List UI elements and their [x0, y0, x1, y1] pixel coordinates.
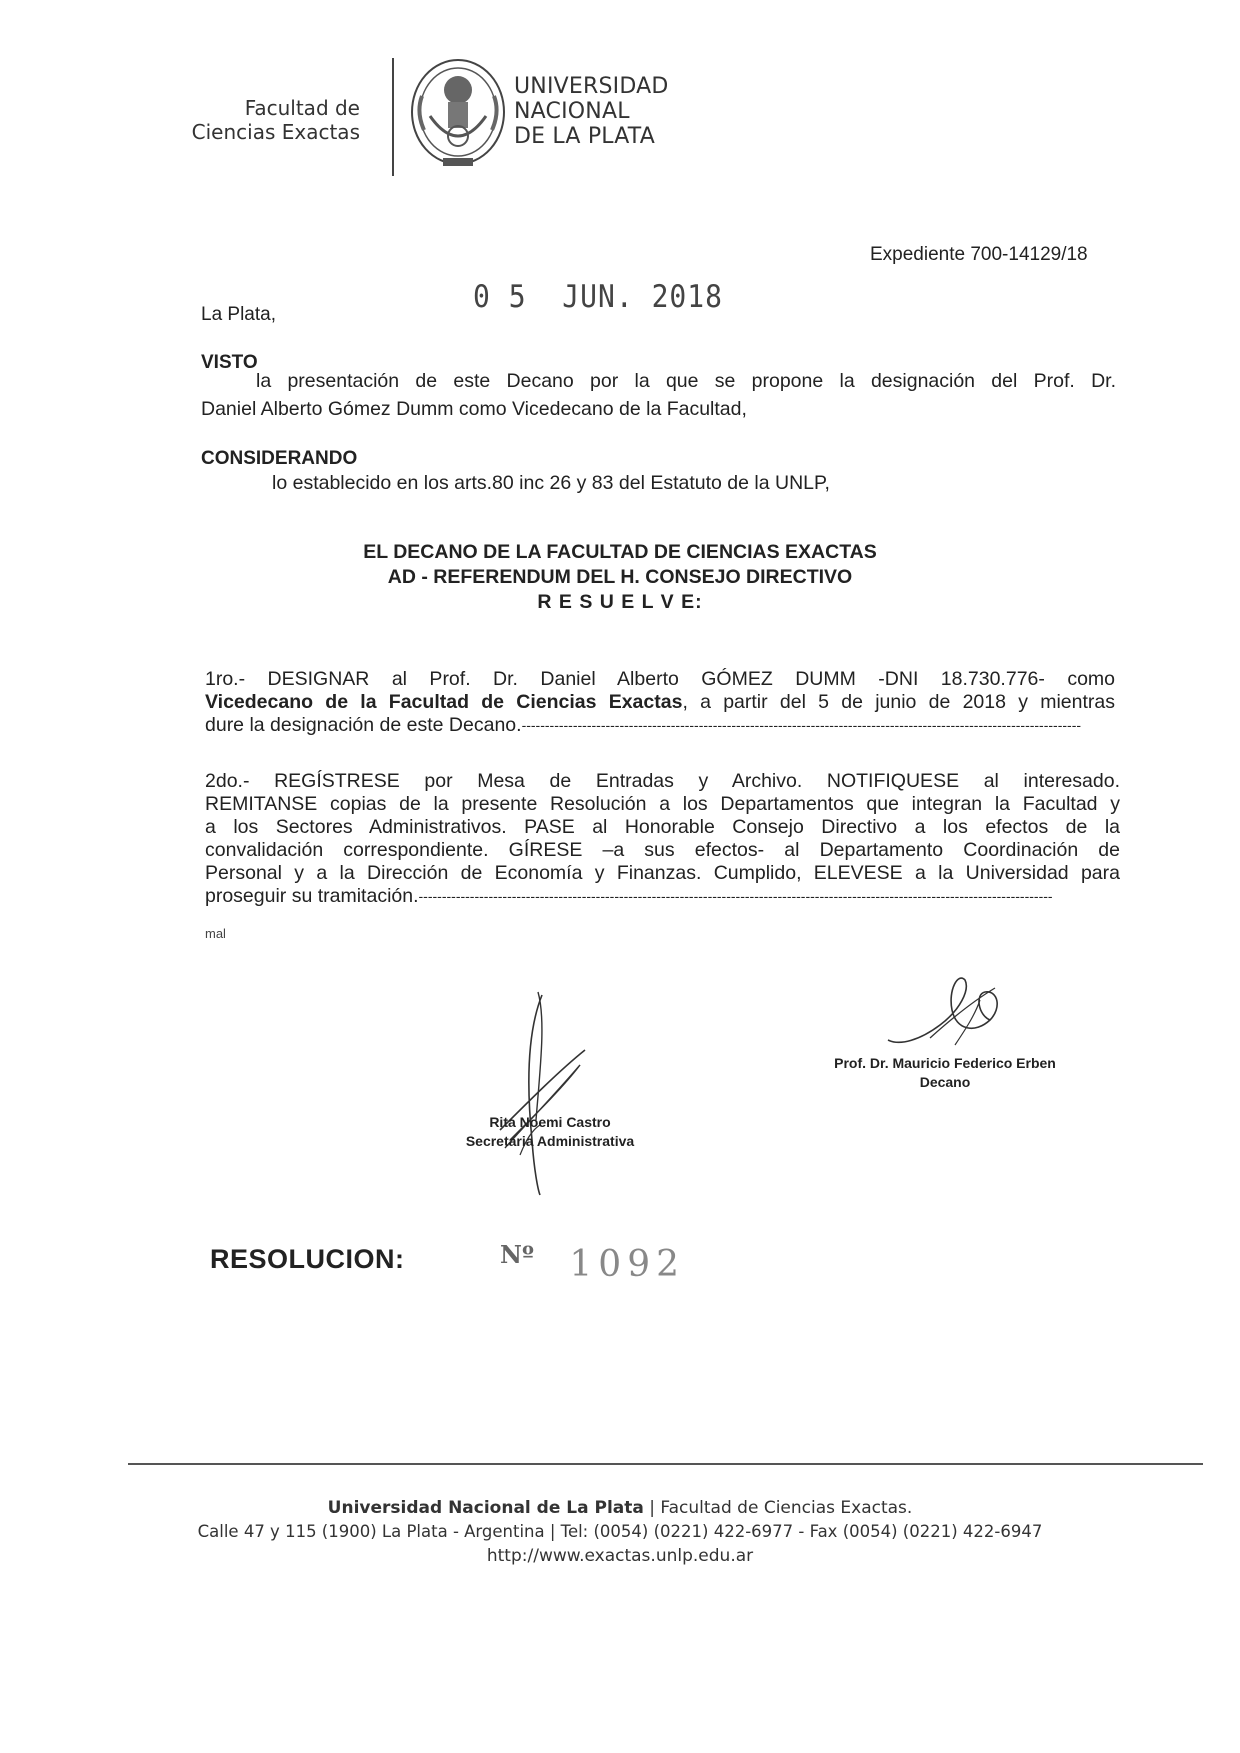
- footer-line-1: [0, 1498, 1240, 1518]
- resolution-header: [0, 540, 1240, 615]
- resolution-header-line-2: AD - REFERENDUM DEL H. CONSEJO DIRECTIVO: [387, 566, 853, 588]
- article-1-line-3: [205, 714, 1110, 737]
- resolution-number-prefix: Nº: [500, 1240, 534, 1269]
- dean-signature: [880, 970, 1030, 1060]
- resolution-number: [500, 1240, 685, 1285]
- typist-initials: mal: [205, 926, 226, 941]
- article-2-line-6: [205, 885, 1115, 908]
- resolution-label: RESOLUCION:: [210, 1244, 405, 1274]
- university-seal-logo: [408, 56, 508, 174]
- article-2-text-1: - REGÍSTRESE por Mesa de Entradas y Archivo. NOTIFIQUESE al interesado.: [242, 770, 1120, 792]
- article-1-label: 1ro.: [205, 668, 239, 690]
- considerando-heading: CONSIDERANDO: [201, 448, 358, 469]
- dean-title: Decano: [919, 1074, 971, 1090]
- article-2-line-6-text: proseguir su tramitación.: [205, 885, 419, 907]
- footer-university: Universidad Nacional de La Plata: [327, 1498, 644, 1518]
- considerando-line-1: lo establecido en los arts.80 inc 26 y 83 del Estatuto de la UNLP,: [272, 472, 830, 494]
- university-line-1: UNIVERSIDAD: [514, 74, 669, 99]
- article-2-dashes: ----------------------------------------------------------------------------------------------------------------------------------------: [418, 888, 1053, 904]
- article-2-line-3: a los Sectores Administrativos. PASE al Honorable Consejo Directivo a los efectos de la: [205, 816, 1120, 838]
- visto-heading: VISTO: [201, 352, 258, 373]
- article-1-text: - DESIGNAR al Prof. Dr. Daniel Alberto GÓMEZ DUMM -DNI 18.730.776- como: [238, 668, 1115, 690]
- resolution-header-line-1: EL DECANO DE LA FACULTAD DE CIENCIAS EXACTAS: [363, 541, 877, 563]
- secretary-signature: [480, 990, 590, 1200]
- header-divider: [392, 58, 394, 176]
- article-1-line-2-rest: , a partir del 5 de junio de 2018 y mientras: [682, 691, 1115, 713]
- university-line-3: DE LA PLATA: [514, 124, 655, 149]
- university-name: [514, 74, 668, 149]
- secretary-name: Rita Noemi Castro: [489, 1114, 611, 1130]
- date-stamp: 0 5 JUN. 2018: [473, 278, 724, 315]
- article-1-dashes: ------------------------------------------------------------------------------------------------------------------------: [521, 717, 1082, 733]
- faculty-line-2: Ciencias Exactas: [191, 120, 360, 144]
- dean-signature-block: [810, 1054, 1080, 1092]
- article-2-line-4: convalidación correspondiente. GÍRESE –a sus efectos- al Departamento Coordinación de: [205, 839, 1120, 861]
- article-2-line-1: [205, 770, 1120, 793]
- faculty-line-1: Facultad de: [244, 96, 360, 120]
- secretary-signature-block: [440, 1113, 660, 1151]
- article-1-line-2: [205, 691, 1115, 714]
- article-1-line-3-text: dure la designación de este Decano.: [205, 714, 522, 736]
- expediente-number: Expediente 700-14129/18: [870, 244, 1088, 265]
- visto-line-1: la presentación de este Decano por la que se propone la designación del Prof. Dr.: [256, 370, 1116, 392]
- dean-name: Prof. Dr. Mauricio Federico Erben: [834, 1055, 1056, 1071]
- footer-line-2: Calle 47 y 115 (1900) La Plata - Argentina | Tel: (0054) (0221) 422-6977 - Fax (0054) (0221) 422-6947: [197, 1522, 1043, 1541]
- footer-website: http://www.exactas.unlp.edu.ar: [486, 1546, 754, 1566]
- article-1-bold-title: Vicedecano de la Facultad de Ciencias Exactas: [205, 691, 683, 713]
- footer-faculty: | Facultad de Ciencias Exactas.: [643, 1498, 913, 1518]
- article-2-line-5: Personal y a la Dirección de Economía y Finanzas. Cumplido, ELEVESE a la Universidad para: [205, 862, 1120, 884]
- article-1-line-1: [205, 668, 1115, 691]
- article-2: [205, 770, 1120, 908]
- article-2-label: 2do.: [205, 770, 243, 792]
- article-1: [205, 668, 1115, 737]
- faculty-name: [150, 96, 360, 144]
- university-line-2: NACIONAL: [514, 99, 630, 124]
- resolution-header-line-3: R E S U E L V E:: [537, 591, 703, 613]
- visto-line-2: Daniel Alberto Gómez Dumm como Vicedecano de la Facultad,: [201, 398, 747, 420]
- secretary-title: Secretaria Administrativa: [465, 1133, 635, 1149]
- place: La Plata,: [201, 304, 276, 325]
- footer-divider: [128, 1463, 1203, 1465]
- resolution-number-value: 1092: [569, 1244, 686, 1285]
- article-2-line-2: REMITANSE copias de la presente Resolución a los Departamentos que integran la Facultad y: [205, 793, 1120, 815]
